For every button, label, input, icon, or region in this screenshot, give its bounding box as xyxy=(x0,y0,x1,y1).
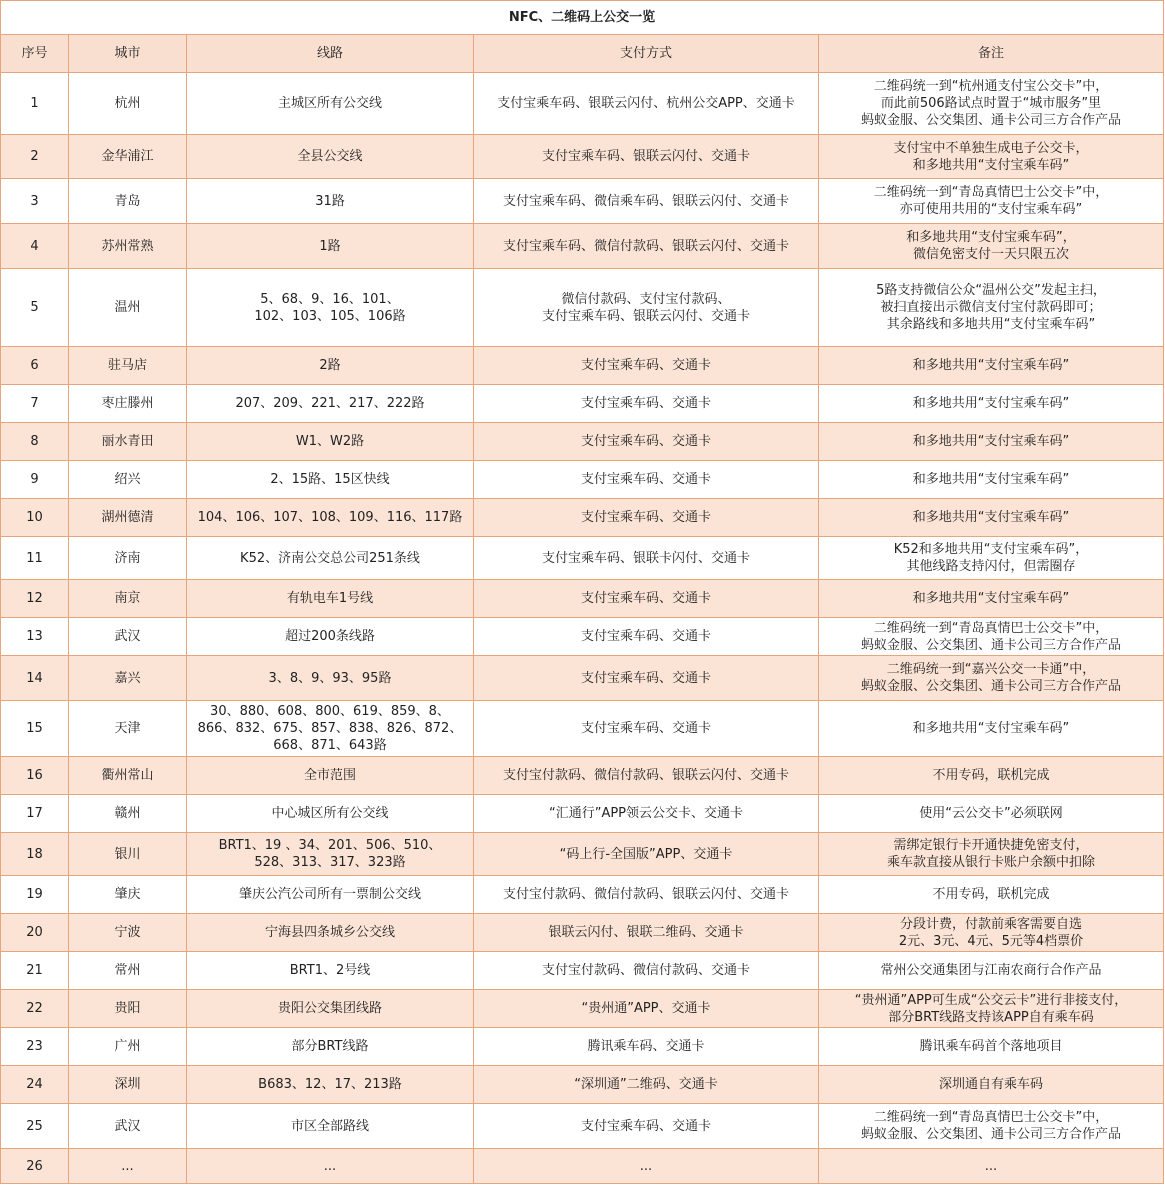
cell-notes: 深圳通自有乘车码 xyxy=(819,1066,1164,1104)
cell-city: 湖州德清 xyxy=(69,499,187,537)
cell-payment: 支付宝乘车码、微信付款码、银联云闪付、交通卡 xyxy=(474,224,819,269)
cell-routes: 市区全部路线 xyxy=(187,1104,474,1149)
table-row xyxy=(1,795,1164,833)
cell-city: 温州 xyxy=(69,269,187,347)
cell-city: 广州 xyxy=(69,1028,187,1066)
cell-routes: 2路 xyxy=(187,347,474,385)
cell-city: 赣州 xyxy=(69,795,187,833)
table-row xyxy=(1,914,1164,952)
cell-notes: 和多地共用“支付宝乘车码” xyxy=(819,423,1164,461)
table-row xyxy=(1,224,1164,269)
table-row xyxy=(1,580,1164,618)
cell-routes: 贵阳公交集团线路 xyxy=(187,990,474,1028)
cell-city: 绍兴 xyxy=(69,461,187,499)
cell-notes: 二维码统一到“青岛真情巴士公交卡”中， 亦可使用共用的“支付宝乘车码” xyxy=(819,179,1164,224)
cell-routes: B683、12、17、213路 xyxy=(187,1066,474,1104)
table-row xyxy=(1,1104,1164,1149)
cell-routes: 主城区所有公交线 xyxy=(187,73,474,135)
cell-notes: 支付宝中不单独生成电子公交卡， 和多地共用“支付宝乘车码” xyxy=(819,135,1164,179)
cell-payment: 支付宝乘车码、交通卡 xyxy=(474,423,819,461)
cell-index: 12 xyxy=(1,580,69,618)
table-row xyxy=(1,135,1164,179)
cell-routes: K52、济南公交总公司251条线 xyxy=(187,537,474,580)
table-row xyxy=(1,1149,1164,1184)
table-row xyxy=(1,618,1164,656)
cell-city: 武汉 xyxy=(69,618,187,656)
cell-payment: 银联云闪付、银联二维码、交通卡 xyxy=(474,914,819,952)
cell-city: 武汉 xyxy=(69,1104,187,1149)
cell-notes: ... xyxy=(819,1149,1164,1184)
table-header-row xyxy=(1,35,1164,73)
cell-notes: 二维码统一到“嘉兴公交一卡通”中， 蚂蚁金服、公交集团、通卡公司三方合作产品 xyxy=(819,656,1164,701)
cell-city: 苏州常熟 xyxy=(69,224,187,269)
cell-index: 11 xyxy=(1,537,69,580)
cell-notes: 和多地共用“支付宝乘车码” xyxy=(819,347,1164,385)
table-row xyxy=(1,952,1164,990)
cell-city: 金华浦江 xyxy=(69,135,187,179)
cell-index: 14 xyxy=(1,656,69,701)
cell-index: 22 xyxy=(1,990,69,1028)
cell-city: 肇庆 xyxy=(69,876,187,914)
cell-payment: 支付宝乘车码、交通卡 xyxy=(474,385,819,423)
cell-index: 1 xyxy=(1,73,69,135)
cell-routes: BRT1、2号线 xyxy=(187,952,474,990)
cell-notes: 不用专码，联机完成 xyxy=(819,876,1164,914)
cell-city: 宁波 xyxy=(69,914,187,952)
cell-index: 26 xyxy=(1,1149,69,1184)
cell-index: 10 xyxy=(1,499,69,537)
table-row xyxy=(1,1066,1164,1104)
table-row xyxy=(1,1028,1164,1066)
cell-routes: 5、68、9、16、101、 102、103、105、106路 xyxy=(187,269,474,347)
column-header-routes: 线路 xyxy=(187,35,474,73)
cell-city: 天津 xyxy=(69,701,187,757)
cell-index: 15 xyxy=(1,701,69,757)
cell-index: 8 xyxy=(1,423,69,461)
cell-routes: W1、W2路 xyxy=(187,423,474,461)
cell-routes: 超过200条线路 xyxy=(187,618,474,656)
cell-index: 3 xyxy=(1,179,69,224)
cell-index: 21 xyxy=(1,952,69,990)
cell-index: 5 xyxy=(1,269,69,347)
cell-routes: 3、8、9、93、95路 xyxy=(187,656,474,701)
column-header-city: 城市 xyxy=(69,35,187,73)
cell-city: 驻马店 xyxy=(69,347,187,385)
cell-index: 23 xyxy=(1,1028,69,1066)
cell-routes: ... xyxy=(187,1149,474,1184)
cell-notes: 二维码统一到“杭州通支付宝公交卡”中， 而此前506路试点时置于“城市服务”里 蚂蚁金服、公交集团、通卡公司三方合作产品 xyxy=(819,73,1164,135)
cell-notes: 需绑定银行卡开通快捷免密支付， 乘车款直接从银行卡账户余额中扣除 xyxy=(819,833,1164,876)
table-row xyxy=(1,656,1164,701)
cell-notes: 常州公交通集团与江南农商行合作产品 xyxy=(819,952,1164,990)
cell-payment: 支付宝乘车码、微信乘车码、银联云闪付、交通卡 xyxy=(474,179,819,224)
cell-routes: 宁海县四条城乡公交线 xyxy=(187,914,474,952)
cell-city: 南京 xyxy=(69,580,187,618)
cell-payment: 支付宝乘车码、交通卡 xyxy=(474,580,819,618)
cell-payment: 支付宝乘车码、交通卡 xyxy=(474,499,819,537)
cell-payment: 支付宝付款码、微信付款码、银联云闪付、交通卡 xyxy=(474,876,819,914)
cell-notes: 和多地共用“支付宝乘车码” xyxy=(819,580,1164,618)
cell-notes: 5路支持微信公众“温州公交”发起主扫， 被扫直接出示微信支付宝付款码即可； 其余路线和多地共用“支付宝乘车码” xyxy=(819,269,1164,347)
cell-routes: 肇庆公汽公司所有一票制公交线 xyxy=(187,876,474,914)
cell-routes: 中心城区所有公交线 xyxy=(187,795,474,833)
column-header-index: 序号 xyxy=(1,35,69,73)
table-row xyxy=(1,537,1164,580)
cell-index: 25 xyxy=(1,1104,69,1149)
cell-notes: 和多地共用“支付宝乘车码” xyxy=(819,499,1164,537)
cell-payment: 微信付款码、支付宝付款码、 支付宝乘车码、银联云闪付、交通卡 xyxy=(474,269,819,347)
cell-city: 丽水青田 xyxy=(69,423,187,461)
cell-index: 6 xyxy=(1,347,69,385)
cell-index: 4 xyxy=(1,224,69,269)
cell-payment: 支付宝乘车码、交通卡 xyxy=(474,1104,819,1149)
table-row xyxy=(1,461,1164,499)
cell-city: ... xyxy=(69,1149,187,1184)
cell-routes: 全县公交线 xyxy=(187,135,474,179)
cell-routes: 30、880、608、800、619、859、8、 866、832、675、857、838、826、872、 668、871、643路 xyxy=(187,701,474,757)
cell-notes: 使用“云公交卡”必须联网 xyxy=(819,795,1164,833)
cell-city: 青岛 xyxy=(69,179,187,224)
cell-routes: 31路 xyxy=(187,179,474,224)
cell-index: 7 xyxy=(1,385,69,423)
table-row xyxy=(1,269,1164,347)
cell-index: 18 xyxy=(1,833,69,876)
cell-notes: 和多地共用“支付宝乘车码”， 微信免密支付一天只限五次 xyxy=(819,224,1164,269)
table-row xyxy=(1,876,1164,914)
cell-index: 20 xyxy=(1,914,69,952)
cell-routes: BRT1、19 、34、201、506、510、 528、313、317、323路 xyxy=(187,833,474,876)
table-row xyxy=(1,833,1164,876)
cell-index: 9 xyxy=(1,461,69,499)
table-row xyxy=(1,347,1164,385)
cell-payment: “汇通行”APP领云公交卡、交通卡 xyxy=(474,795,819,833)
cell-payment: 支付宝乘车码、交通卡 xyxy=(474,461,819,499)
cell-payment: “贵州通”APP、交通卡 xyxy=(474,990,819,1028)
column-header-notes: 备注 xyxy=(819,35,1164,73)
cell-routes: 2、15路、15区快线 xyxy=(187,461,474,499)
cell-routes: 104、106、107、108、109、116、117路 xyxy=(187,499,474,537)
cell-city: 杭州 xyxy=(69,73,187,135)
cell-payment: 支付宝乘车码、交通卡 xyxy=(474,347,819,385)
cell-routes: 有轨电车1号线 xyxy=(187,580,474,618)
table-body xyxy=(1,73,1164,1184)
cell-index: 19 xyxy=(1,876,69,914)
cell-index: 13 xyxy=(1,618,69,656)
cell-notes: “贵州通”APP可生成“公交云卡”进行非接支付， 部分BRT线路支持该APP自有乘车码 xyxy=(819,990,1164,1028)
table-row xyxy=(1,423,1164,461)
cell-payment: 支付宝乘车码、交通卡 xyxy=(474,656,819,701)
cell-payment: 支付宝乘车码、交通卡 xyxy=(474,701,819,757)
table-row xyxy=(1,385,1164,423)
cell-city: 常州 xyxy=(69,952,187,990)
cell-city: 枣庄滕州 xyxy=(69,385,187,423)
cell-notes: 和多地共用“支付宝乘车码” xyxy=(819,461,1164,499)
cell-index: 17 xyxy=(1,795,69,833)
cell-payment: 支付宝乘车码、银联卡闪付、交通卡 xyxy=(474,537,819,580)
table-title-row xyxy=(1,1,1164,35)
cell-city: 银川 xyxy=(69,833,187,876)
cell-notes: 二维码统一到“青岛真情巴士公交卡”中， 蚂蚁金服、公交集团、通卡公司三方合作产品 xyxy=(819,1104,1164,1149)
table-title: NFC、二维码上公交一览 xyxy=(1,1,1164,35)
cell-notes: K52和多地共用“支付宝乘车码”， 其他线路支持闪付，但需圈存 xyxy=(819,537,1164,580)
cell-city: 嘉兴 xyxy=(69,656,187,701)
table-row xyxy=(1,757,1164,795)
cell-index: 16 xyxy=(1,757,69,795)
cell-routes: 1路 xyxy=(187,224,474,269)
table-row xyxy=(1,499,1164,537)
cell-payment: “深圳通”二维码、交通卡 xyxy=(474,1066,819,1104)
cell-notes: 和多地共用“支付宝乘车码” xyxy=(819,701,1164,757)
cell-notes: 不用专码，联机完成 xyxy=(819,757,1164,795)
cell-payment: 支付宝乘车码、银联云闪付、杭州公交APP、交通卡 xyxy=(474,73,819,135)
cell-routes: 207、209、221、217、222路 xyxy=(187,385,474,423)
cell-city: 衢州常山 xyxy=(69,757,187,795)
cell-payment: “码上行-全国版”APP、交通卡 xyxy=(474,833,819,876)
column-header-payment: 支付方式 xyxy=(474,35,819,73)
cell-payment: 支付宝付款码、微信付款码、银联云闪付、交通卡 xyxy=(474,757,819,795)
table-row xyxy=(1,73,1164,135)
cell-notes: 二维码统一到“青岛真情巴士公交卡”中， 蚂蚁金服、公交集团、通卡公司三方合作产品 xyxy=(819,618,1164,656)
table-row xyxy=(1,990,1164,1028)
cell-notes: 分段计费，付款前乘客需要自选 2元、3元、4元、5元等4档票价 xyxy=(819,914,1164,952)
cell-payment: 支付宝付款码、微信付款码、交通卡 xyxy=(474,952,819,990)
cell-routes: 部分BRT线路 xyxy=(187,1028,474,1066)
cell-city: 济南 xyxy=(69,537,187,580)
cell-city: 贵阳 xyxy=(69,990,187,1028)
cell-notes: 和多地共用“支付宝乘车码” xyxy=(819,385,1164,423)
cell-payment: 支付宝乘车码、银联云闪付、交通卡 xyxy=(474,135,819,179)
cell-index: 24 xyxy=(1,1066,69,1104)
table-row xyxy=(1,701,1164,757)
table-row xyxy=(1,179,1164,224)
cell-routes: 全市范围 xyxy=(187,757,474,795)
cell-payment: ... xyxy=(474,1149,819,1184)
cell-index: 2 xyxy=(1,135,69,179)
cell-payment: 支付宝乘车码、交通卡 xyxy=(474,618,819,656)
cell-notes: 腾讯乘车码首个落地项目 xyxy=(819,1028,1164,1066)
cell-payment: 腾讯乘车码、交通卡 xyxy=(474,1028,819,1066)
cell-city: 深圳 xyxy=(69,1066,187,1104)
